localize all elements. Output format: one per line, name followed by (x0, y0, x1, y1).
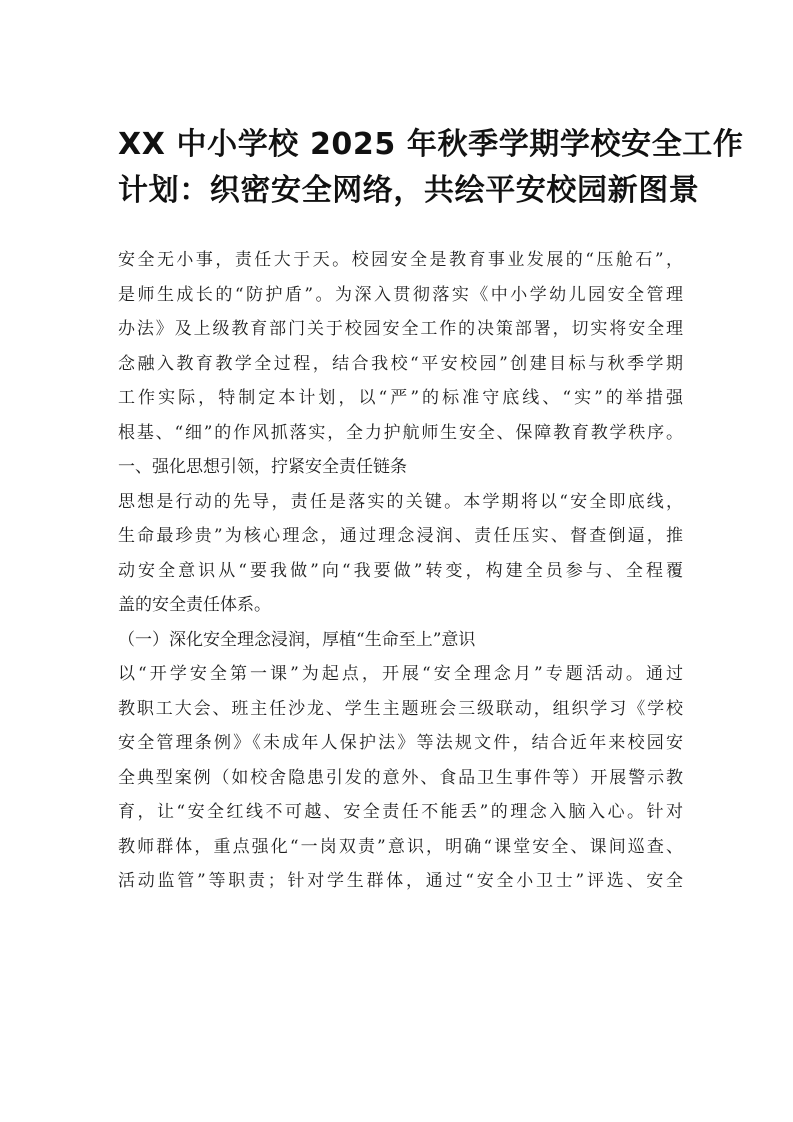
paragraph-line: 全典型案例（如校舍隐患引发的意外、食品卫生事件等）开展警示教 (118, 767, 683, 788)
paragraph-line: 办法》及上级教育部门关于校园安全工作的决策部署，切实将安全理 (118, 319, 683, 339)
paragraph-line: 安全管理条例》《未成年人保护法》等法规文件，结合近年来校园安 (118, 733, 683, 753)
section-heading: （一）深化安全理念浸润，厚植“生命至上”意识 (118, 629, 476, 650)
paragraph-line: 活动监管”等职责；针对学生群体，通过“安全小卫士”评选、安全 (118, 871, 683, 891)
paragraph-line: 生命最珍贵”为核心理念，通过理念浸润、责任压实、督查倒逼，推 (118, 526, 683, 546)
title-line-2: 计划：织密安全网络，共绘平安校园新图景 (118, 173, 700, 208)
paragraph-line: 根基、“细”的作风抓落实，全力护航师生安全、保障教育教学秩序。 (118, 422, 683, 443)
paragraph-line: 是师生成长的“防护盾”。为深入贯彻落实《中小学幼儿园安全管理 (118, 284, 683, 305)
paragraph-line: 工作实际，特制定本计划，以“严”的标准守底线、“实”的举措强 (118, 388, 683, 408)
section-heading: 一、强化思想引领，拧紧安全责任链条 (118, 457, 407, 477)
title-line-1: XX 中小学校 2025 年秋季学期学校安全工作 (118, 127, 744, 162)
document-body (118, 243, 683, 899)
paragraph-line: 思想是行动的先导，责任是落实的关键。本学期将以“安全即底线， (118, 491, 683, 512)
paragraph-line: 以“开学安全第一课”为起点，开展“安全理念月”专题活动。通过 (118, 664, 683, 684)
paragraph-line: 教师群体，重点强化“一岗双责”意识，明确“课堂安全、课间巡查、 (118, 836, 683, 857)
paragraph-line: 安全无小事，责任大于天。校园安全是教育事业发展的“压舱石”， (118, 250, 683, 270)
paragraph-line: 动安全意识从“要我做”向“我要做”转变，构建全员参与、全程覆 (118, 560, 683, 581)
paragraph-line: 念融入教育教学全过程，结合我校“平安校园”创建目标与秋季学期 (118, 353, 683, 374)
paragraph-line: 育，让“安全红线不可越、安全责任不能丢”的理念入脑入心。针对 (118, 802, 683, 822)
paragraph-line: 教职工大会、班主任沙龙、学生主题班会三级联动，组织学习《学校 (118, 698, 683, 719)
document-title (118, 122, 744, 214)
paragraph-line: 盖的安全责任体系。 (118, 595, 271, 615)
